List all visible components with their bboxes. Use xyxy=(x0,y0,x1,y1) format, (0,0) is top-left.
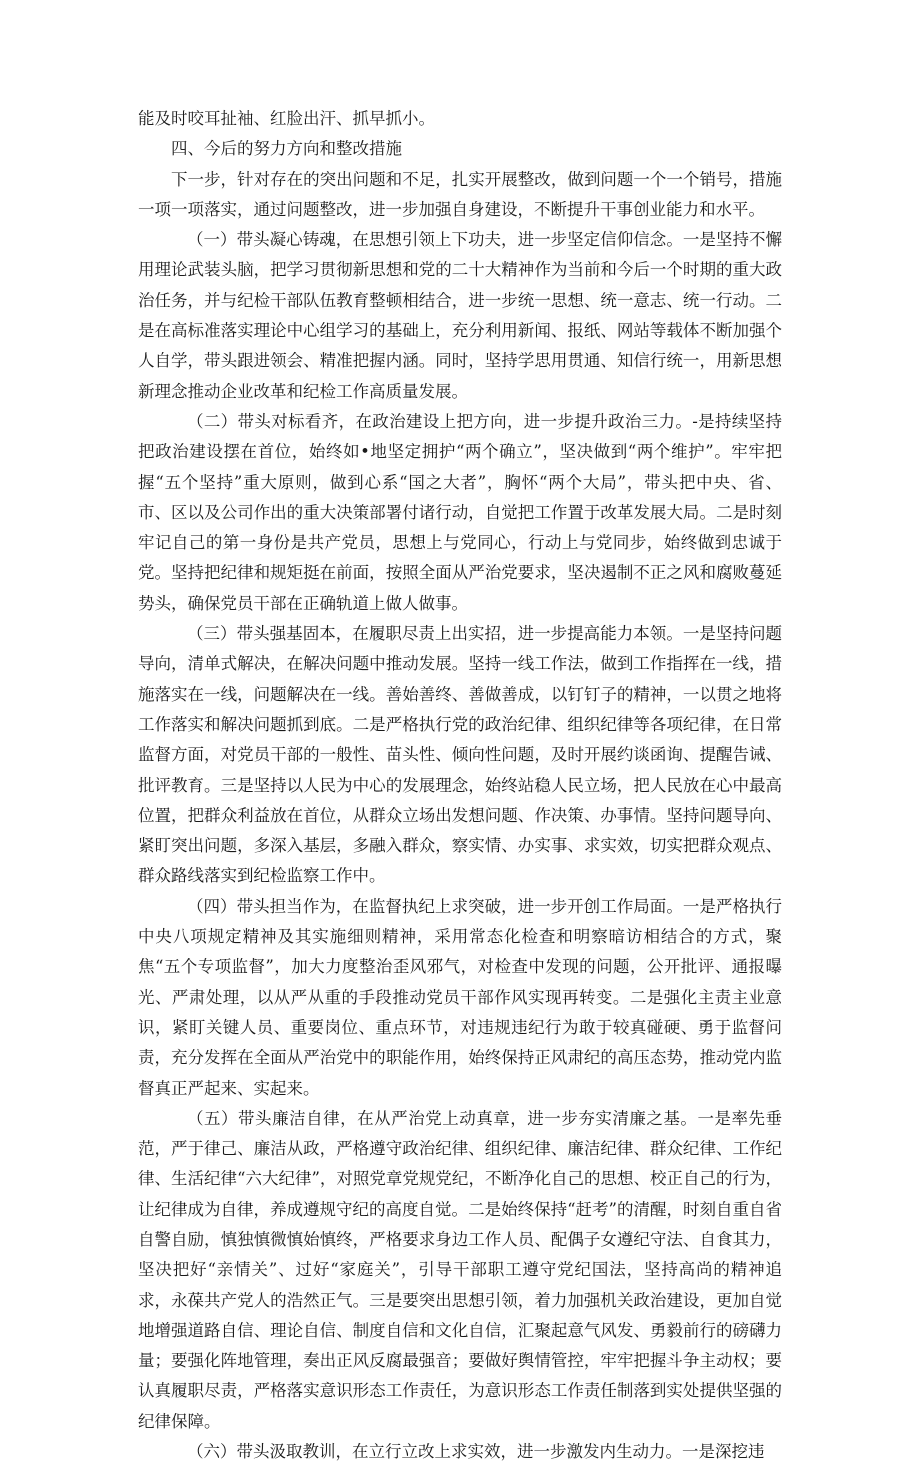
document-body xyxy=(138,104,782,1467)
paragraph-measure-5: （五）带头廉洁自律，在从严治党上动真章，进一步夯实清廉之基。一是率先垂范，严于律己、廉洁从政，严格遵守政治纪律、组织纪律、廉洁纪律、群众纪律、工作纪律、生活纪律“六大纪律”，对照党章党规党纪，不断净化自己的思想、校正自己的行为，让纪律成为自律，养成遵规守纪的高度自觉。二是始终保持“赶考”的清醒，时刻自重自省自警自励，慎独慎微慎始慎终，严格要求身边工作人员、配偶子女遵纪守法、自食其力，坚决把好“亲情关”、过好“家庭关”，引导干部职工遵守党纪国法，坚持高尚的精神追求，永葆共产党人的浩然正气。三是要突出思想引领，着力加强机关政治建设，更加自觉地增强道路自信、理论自信、制度自信和文化自信，汇聚起意气风发、勇毅前行的磅礴力量；要强化阵地管理，奏出正风反腐最强音；要做好舆情管控，牢牢把握斗争主动权；要认真履职尽责，严格落实意识形态工作责任，为意识形态工作责任制落到实处提供坚强的纪律保障。 xyxy=(138,1108,782,1431)
paragraph-measure-3: （三）带头强基固本，在履职尽责上出实招，进一步提高能力本领。一是坚持问题导向，清单式解决，在解决问题中推动发展。坚持一线工作法，做到工作指挥在一线，措施落实在一线，问题解决在一线。善始善终、善做善成，以钉钉子的精神，一以贯之地将工作落实和解决问题抓到底。二是严格执行党的政治纪律、组织纪律等各项纪律，在日常监督方面，对党员干部的一般性、苗头性、倾向性问题，及时开展约谈函询、提醒告诫、批评教育。三是坚持以人民为中心的发展理念，始终站稳人民立场，把人民放在心中最高位置，把群众利益放在首位，从群众立场出发想问题、作决策、办事情。坚持问题导向、紧盯突出问题，多深入基层，多融入群众，察实情、办实事、求实效，切实把群众观点、群众路线落实到纪检监察工作中。 xyxy=(138,624,782,886)
paragraph-continuation: 能及时咬耳扯袖、红脸出汗、抓早抓小。 xyxy=(138,109,435,128)
paragraph-measure-6: （六）带头汲取教训，在立行立改上求实效，进一步激发内生动力。一是深挖违 xyxy=(187,1442,765,1462)
paragraph-measure-1: （一）带头凝心铸魂，在思想引领上下功夫，进一步坚定信仰信念。一是坚持不懈用理论武装头脑，把学习贯彻新思想和党的二十大精神作为当前和今后一个时期的重大政治任务，并与纪检干部队伍教育整顿相结合，进一步统一思想、统一意志、统一行动。二是在高标准落实理论中心组学习的基础上，充分利用新闻、报纸、网站等载体不断加强个人自学，带头跟进领会、精准把握内涵。同时，坚持学思用贯通、知信行统一，用新思想新理念推动企业改革和纪检工作高质量发展。 xyxy=(138,230,782,401)
paragraph-intro: 下一步，针对存在的突出问题和不足，扎实开展整改，做到问题一个一个销号，措施一项一项落实，通过问题整改，进一步加强自身建设，不断提升干事创业能力和水平。 xyxy=(138,169,782,219)
paragraph-measure-2: （二）带头对标看齐，在政治建设上把方向，进一步提升政治三力。-是持续坚持把政治建设摆在首位，始终如•地坚定拥护“两个确立”，坚决做到“两个维护”。牢牢把握“五个坚持”重大原则，做到心系“国之大者”，胸怀“两个大局”，带头把中央、省、市、区以及公司作出的重大决策部署付诸行动，自觉把工作置于改革发展大局。二是时刻牢记自己的第一身份是共产党员，思想上与党同心，行动上与党同步，始终做到忠诚于党。坚持把纪律和规矩挺在前面，按照全面从严治党要求，坚决遏制不正之风和腐败蔓延势头，确保党员干部在正确轨道上做人做事。 xyxy=(138,411,782,613)
paragraph-measure-4: （四）带头担当作为，在监督执纪上求突破，进一步开创工作局面。一是严格执行中央八项规定精神及其实施细则精神，采用常态化检查和明察暗访相结合的方式，聚焦“五个专项监督”，加大力度整治歪风邪气，对检查中发现的问题，公开批评、通报曝光、严肃处理，以从严从重的手段推动党员干部作风实现再转变。二是强化主责主业意识，紧盯关键人员、重要岗位、重点环节，对违规违纪行为敢于较真碰硬、勇于监督问责，充分发挥在全面从严治党中的职能作用，始终保持正风肃纪的高压态势，推动党内监督真正严起来、实起来。 xyxy=(138,896,782,1098)
section-heading: 四、今后的努力方向和整改措施 xyxy=(171,139,402,159)
